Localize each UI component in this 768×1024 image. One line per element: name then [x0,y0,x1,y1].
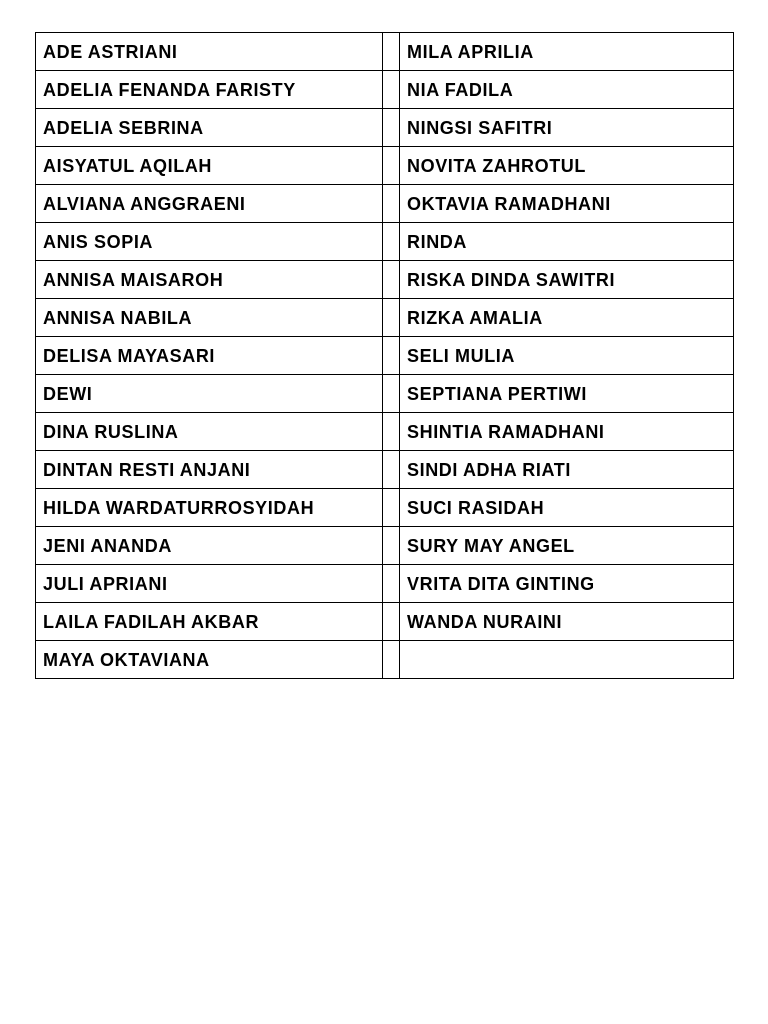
table-row [36,33,734,71]
name-cell-right: SURY MAY ANGEL [400,527,734,565]
spacer-cell [383,565,400,603]
spacer-cell [383,109,400,147]
table-row [36,147,734,185]
spacer-cell [383,603,400,641]
spacer-cell [383,641,400,679]
name-cell-right: WANDA NURAINI [400,603,734,641]
table-row [36,451,734,489]
name-cell-right: NINGSI SAFITRI [400,109,734,147]
name-cell-right: SELI MULIA [400,337,734,375]
spacer-cell [383,185,400,223]
table-row [36,603,734,641]
spacer-cell [383,413,400,451]
table-row [36,413,734,451]
name-cell-right: RISKA DINDA SAWITRI [400,261,734,299]
table-row [36,565,734,603]
name-cell-left: ALVIANA ANGGRAENI [36,185,383,223]
table-row [36,527,734,565]
spacer-cell [383,451,400,489]
table-row [36,299,734,337]
table-row [36,223,734,261]
table-row [36,641,734,679]
name-cell-left: LAILA FADILAH AKBAR [36,603,383,641]
name-cell-left: ADELIA SEBRINA [36,109,383,147]
name-cell-right: NIA FADILA [400,71,734,109]
name-cell-left: AISYATUL AQILAH [36,147,383,185]
name-cell-left: DELISA MAYASARI [36,337,383,375]
name-cell-left: DEWI [36,375,383,413]
spacer-cell [383,527,400,565]
name-list-table [35,32,734,679]
name-cell-left: ANNISA NABILA [36,299,383,337]
name-cell-left: ADE ASTRIANI [36,33,383,71]
spacer-cell [383,147,400,185]
table-row [36,261,734,299]
spacer-cell [383,337,400,375]
spacer-cell [383,375,400,413]
name-cell-right: NOVITA ZAHROTUL [400,147,734,185]
name-cell-right: SHINTIA RAMADHANI [400,413,734,451]
name-cell-right: SUCI RASIDAH [400,489,734,527]
name-cell-left: JULI APRIANI [36,565,383,603]
spacer-cell [383,33,400,71]
name-cell-left: ADELIA FENANDA FARISTY [36,71,383,109]
name-cell-left: DINTAN RESTI ANJANI [36,451,383,489]
name-cell-right: VRITA DITA GINTING [400,565,734,603]
table-row [36,185,734,223]
spacer-cell [383,261,400,299]
spacer-cell [383,223,400,261]
table-row [36,109,734,147]
name-cell-left: ANIS SOPIA [36,223,383,261]
name-cell-left: ANNISA MAISAROH [36,261,383,299]
name-cell-right [400,641,734,679]
name-cell-right: SINDI ADHA RIATI [400,451,734,489]
table-row [36,337,734,375]
name-cell-right: SEPTIANA PERTIWI [400,375,734,413]
spacer-cell [383,489,400,527]
name-cell-left: DINA RUSLINA [36,413,383,451]
name-cell-left: HILDA WARDATURROSYIDAH [36,489,383,527]
name-cell-left: JENI ANANDA [36,527,383,565]
name-cell-right: RINDA [400,223,734,261]
table-row [36,489,734,527]
name-cell-left: MAYA OKTAVIANA [36,641,383,679]
spacer-cell [383,71,400,109]
name-list-body [36,33,734,679]
spacer-cell [383,299,400,337]
name-cell-right: RIZKA AMALIA [400,299,734,337]
name-cell-right: OKTAVIA RAMADHANI [400,185,734,223]
table-row [36,375,734,413]
name-cell-right: MILA APRILIA [400,33,734,71]
table-row [36,71,734,109]
